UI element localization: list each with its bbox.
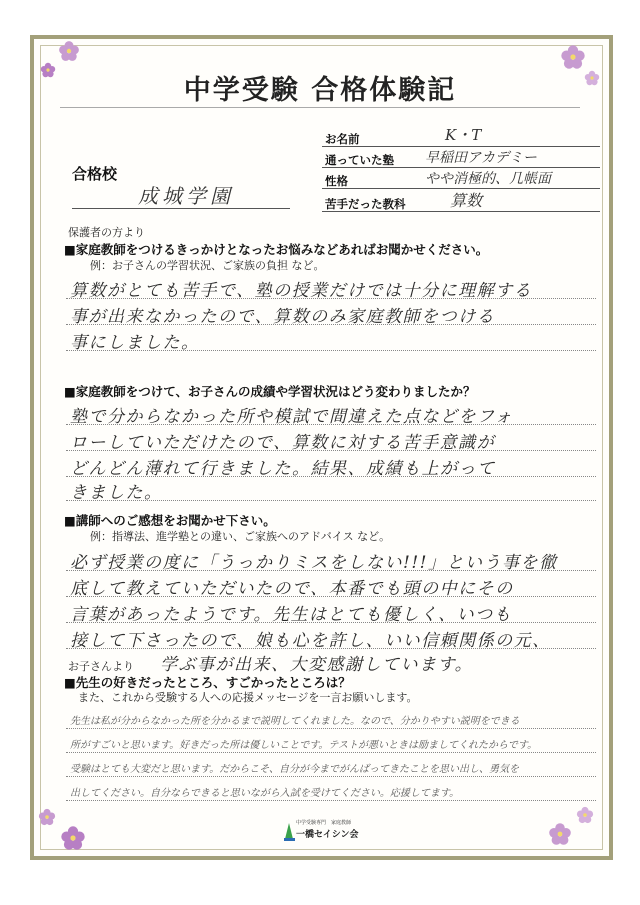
school-label: 合格校 [72, 165, 118, 183]
answer-2-line: どんどん薄れて行きました。結果、成績も上がって [70, 459, 496, 479]
page-title: 中学受験 合格体験記 [183, 75, 457, 106]
question-1-example: 例：お子さんの学習状況、ご家族の負担 など。 [90, 259, 325, 272]
flower-ornament-icon [38, 808, 56, 826]
personality-label: 性格 [325, 174, 348, 188]
answer-2-line: 塾で分からなかった所や模試で間違えた点などをフォ [70, 407, 514, 427]
school-underline [72, 208, 290, 209]
answer-line [66, 800, 596, 801]
answer-line [66, 728, 596, 729]
title-divider [60, 107, 580, 108]
answer-line [66, 776, 596, 777]
question-4-heading: ■先生の好きだったところ、すごかったところは？ [64, 675, 351, 690]
flower-ornament-icon [548, 822, 572, 846]
answer-1-line: 事が出来なかったので、算数のみ家庭教師をつける [70, 307, 496, 327]
flower-ornament-icon [560, 44, 586, 70]
answer-3-line: 接して下さったので、娘も心を許し、いい信頼関係の元、 [70, 631, 551, 651]
flower-ornament-icon [576, 806, 594, 824]
answer-3-line: 言葉があったようです。先生はとても優しく、いつも [70, 605, 513, 625]
juku-value: 早稲田アカデミー [425, 150, 537, 166]
brand-logo [284, 819, 364, 845]
parent-section-label: 保護者の方より [68, 226, 145, 239]
answer-line [66, 752, 596, 753]
school-value: 成城学園 [138, 184, 234, 208]
weak-subject-value: 算数 [450, 191, 483, 210]
question-3-example: 例：指導法、進学塾との違い、ご家族へのアドバイス など。 [90, 530, 391, 543]
answer-4-line: 先生は私が分からなかった所を分かるまで説明してくれました。なので、分かりやすい説明をできる [70, 716, 520, 727]
answer-1-line: 算数がとても苦手で、塾の授業だけでは十分に理解する [70, 281, 533, 301]
answer-2-line: きました。 [70, 483, 163, 503]
answer-4-line: 所がすごいと思います。好きだった所は優しいことです。テストが悪いときは励ましてくれたからです。 [70, 740, 538, 751]
flower-ornament-icon [60, 825, 86, 851]
name-value: K・T [445, 126, 482, 144]
answer-2-line: ローしていただけたので、算数に対する苦手意識が [70, 433, 496, 453]
answer-3-line: 学ぶ事が出来、大変感謝しています。 [160, 655, 474, 675]
child-section-label: お子さんより [68, 660, 134, 673]
brand-mark-icon [284, 821, 295, 841]
question-3-heading: ■講師へのご感想をお聞かせ下さい。 [64, 513, 276, 528]
answer-3-line: 必ず授業の度に「うっかりミスをしない!!!」という事を徹 [70, 553, 558, 573]
answer-4-line: 出してください。自分ならできると思いながら入試を受けてください。応援してます。 [70, 788, 460, 799]
answer-4-line: 受験はとても大変だと思います。だからこそ、自分が今までがんばってきたことを思い出し、勇気を [70, 764, 519, 775]
answer-1-line: 事にしました。 [70, 333, 200, 353]
logo-tagline: 中学受験専門 家庭教師 [296, 820, 352, 826]
info-divider [322, 211, 600, 212]
flower-ornament-icon [58, 40, 80, 62]
question-2-heading: ■家庭教師をつけて、お子さんの成績や学習状況はどう変わりましたか？ [64, 384, 476, 399]
name-label: お名前 [325, 132, 360, 146]
question-1-heading: ■家庭教師をつけるきっかけとなったお悩みなどあればお聞かせください。 [64, 242, 489, 257]
question-4-sub: また、これから受験する人への応援メッセージを一言お願いします。 [78, 691, 418, 704]
personality-value: やや消極的、几帳面 [425, 171, 551, 187]
weak-subject-label: 苦手だった教科 [325, 197, 406, 211]
answer-3-line: 底して教えていただいたので、本番でも頭の中にその [70, 579, 514, 599]
logo-name: 一橋セイシン会 [296, 830, 359, 840]
juku-label: 通っていた塾 [325, 153, 394, 167]
